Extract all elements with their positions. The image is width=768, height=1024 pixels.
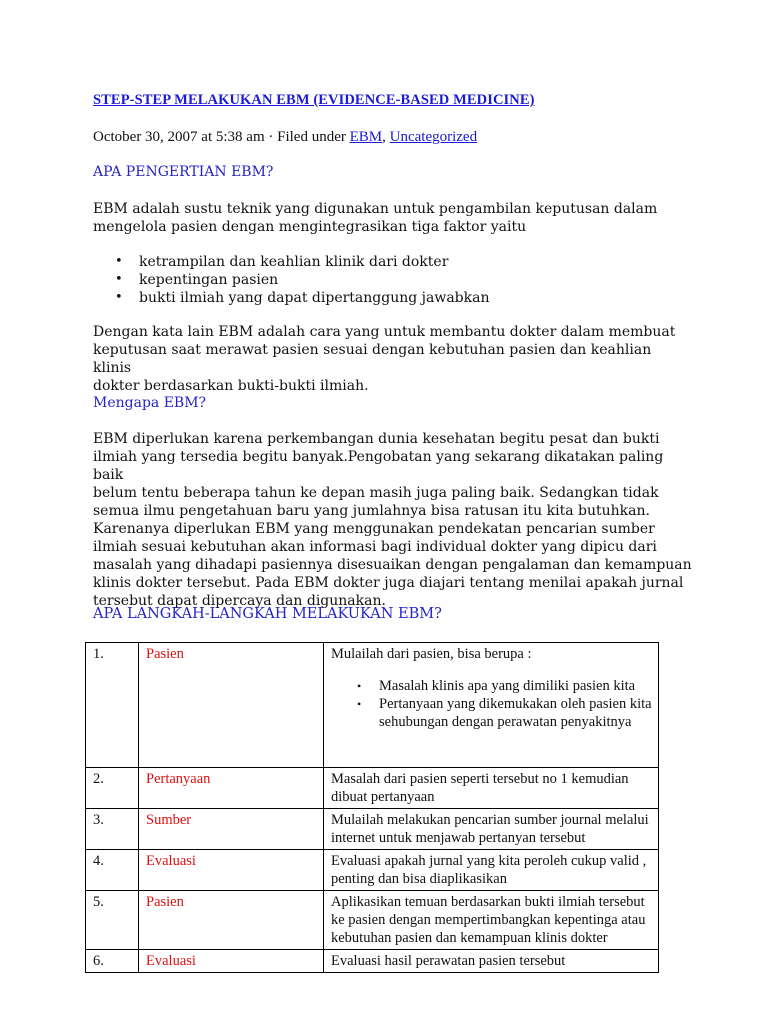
para-line: Dengan kata lain EBM adalah cara yang untuk membantu dokter dalam membuat <box>93 324 676 340</box>
table-row <box>86 809 659 850</box>
para-line: klinis dokter tersebut. Pada EBM dokter juga diajari tentang menilai apakah jurnal <box>93 575 684 591</box>
step-number: 4. <box>86 850 139 891</box>
step-description-text: Mulailah dari pasien, bisa berupa : <box>331 646 532 662</box>
para-line: tersebut dapat dipercaya dan digunakan. <box>93 593 386 609</box>
list-item: • Pertanyaan yang dikemukakan oleh pasien kita sehubungan dengan perawatan penyakitnya <box>331 695 652 731</box>
step-description: Masalah dari pasien seperti tersebut no 1 kemudian dibuat pertanyaan <box>324 768 659 809</box>
step-number: 2. <box>86 768 139 809</box>
meta-separator: , <box>382 129 390 145</box>
definition-intro <box>93 200 693 236</box>
section-heading-why: Mengapa EBM? <box>93 395 207 411</box>
step-name: Pasien <box>139 643 324 768</box>
step-name: Evaluasi <box>139 950 324 973</box>
para-line: ilmiah sesuai kebutuhan akan informasi bagi individual dokter yang dipicu dari <box>93 539 657 555</box>
step-description: Mulailah melakukan pencarian sumber journal melalui internet untuk menjawab pertanyan tersebut <box>324 809 659 850</box>
step-number: 3. <box>86 809 139 850</box>
step-description: Evaluasi hasil perawatan pasien tersebut <box>324 950 659 973</box>
para-line: semua ilmu pengetahuan baru yang jumlahnya bisa ratusan itu kita butuhkan. <box>93 503 650 519</box>
para-line: keputusan saat merawat pasien sesuai dengan kebutuhan pasien dan keahlian klinis <box>93 342 652 376</box>
intro-line: mengelola pasien dengan mengintegrasikan tiga faktor yaitu <box>93 219 527 235</box>
para-line: dokter berdasarkan bukti-bukti ilmiah. <box>93 378 369 394</box>
table-row <box>86 950 659 973</box>
step-name: Pasien <box>139 891 324 950</box>
category-link-ebm[interactable]: EBM <box>349 129 383 145</box>
para-line: Karenanya diperlukan EBM yang menggunakan pendekatan pencarian sumber <box>93 521 655 537</box>
table-row <box>86 768 659 809</box>
steps-table <box>85 642 659 973</box>
factor-list <box>93 253 489 307</box>
step-description <box>324 643 659 768</box>
post-date: October 30, 2007 at 5:38 am · Filed under <box>93 129 350 145</box>
definition-paragraph <box>93 323 693 395</box>
step-number: 5. <box>86 891 139 950</box>
list-item: • kepentingan pasien <box>93 271 489 289</box>
table-row <box>86 891 659 950</box>
para-line: masalah yang dihadapi pasiennya disesuaikan dengan pengalaman dan kemampuan <box>93 557 692 573</box>
step-sub-list <box>331 677 652 731</box>
list-item: • ketrampilan dan keahlian klinik dari dokter <box>93 253 489 271</box>
step-number: 6. <box>86 950 139 973</box>
step-number: 1. <box>86 643 139 768</box>
para-line: belum tentu beberapa tahun ke depan masih juga paling baik. Sedangkan tidak <box>93 485 659 501</box>
post-meta <box>93 129 477 146</box>
intro-line: EBM adalah sustu teknik yang digunakan untuk pengambilan keputusan dalam <box>93 201 658 217</box>
post-title-link[interactable]: STEP-STEP MELAKUKAN EBM (EVIDENCE-BASED MEDICINE) <box>93 92 535 108</box>
section-heading-steps: APA LANGKAH-LANGKAH MELAKUKAN EBM? <box>93 606 442 622</box>
step-description: Evaluasi apakah jurnal yang kita peroleh cukup valid , penting dan bisa diaplikasikan <box>324 850 659 891</box>
step-name: Pertanyaan <box>139 768 324 809</box>
category-link-uncategorized[interactable]: Uncategorized <box>389 129 478 145</box>
table-row <box>86 643 659 768</box>
section-heading-definition: APA PENGERTIAN EBM? <box>93 164 274 180</box>
why-paragraph <box>93 430 693 610</box>
step-name: Evaluasi <box>139 850 324 891</box>
para-line: ilmiah yang tersedia begitu banyak.Pengobatan yang sekarang dikatakan paling baik <box>93 449 664 483</box>
list-item: • Masalah klinis apa yang dimiliki pasien kita <box>331 677 652 695</box>
step-description: Aplikasikan temuan berdasarkan bukti ilmiah tersebut ke pasien dengan mempertimbangkan kepentinga atau kebutuhan pasien dan kemampuan klinis dokter <box>324 891 659 950</box>
table-row <box>86 850 659 891</box>
para-line: EBM diperlukan karena perkembangan dunia kesehatan begitu pesat dan bukti <box>93 431 660 447</box>
list-item: • bukti ilmiah yang dapat dipertanggung jawabkan <box>93 289 489 307</box>
step-name: Sumber <box>139 809 324 850</box>
